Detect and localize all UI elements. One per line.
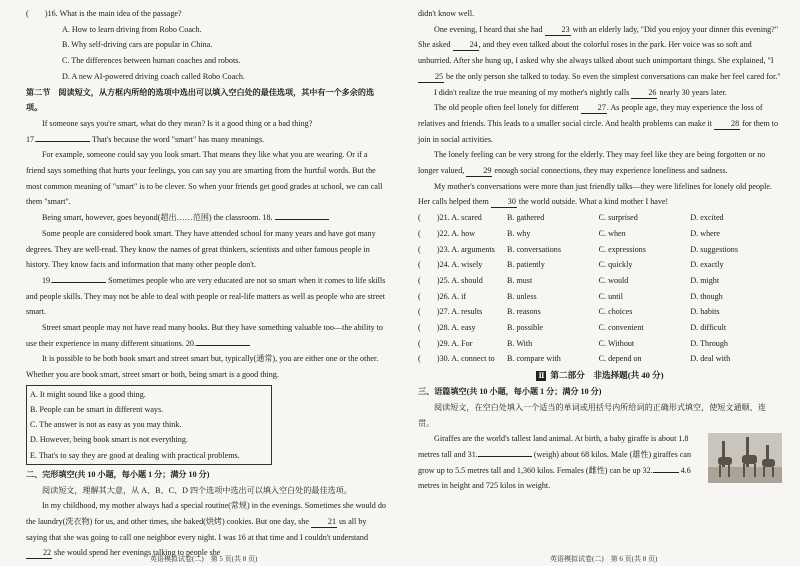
cloze-blank-29[interactable]: 29 — [466, 165, 492, 177]
cloze-paragraph: In my childhood, my mother always had a special routine(常规) in the evenings. Sometimes she would do the laundry(洗衣物) for us, and other times, she baked(烘烤) cookies. But one day, she 21 us all by saying that she was going to call one neighbor every night. I was 16 at that time and I couldn't understand 22 she would spend her evenings talking to people she — [26, 501, 386, 558]
choice-row — [418, 273, 782, 289]
cloze-blank-23[interactable]: 23 — [545, 24, 571, 36]
choice-option[interactable]: C. convenient — [598, 323, 644, 333]
choice-option[interactable]: D. where — [690, 228, 720, 238]
cloze-blank-28[interactable]: 28 — [714, 118, 740, 130]
cloze-instructions: 阅读短文，理解其大意，从 A、B、C、D 四个选项中选出可以填入空白处的最佳选项。 — [42, 485, 352, 495]
q16-option-b: B. Why self-driving cars are popular in China. — [62, 40, 213, 50]
section-3-instructions: 阅读短文，在空白处填入一个适当的单词或用括号内所给词的正确形式填空，使短文通顺、连贯。 — [418, 402, 766, 428]
choice-option[interactable]: B. With — [507, 338, 533, 348]
choice-row — [418, 289, 782, 305]
grammar-blank-31[interactable] — [478, 456, 532, 457]
choice-option[interactable]: C. Without — [598, 338, 635, 348]
cloze-blank-30[interactable]: 30 — [491, 196, 517, 208]
choice-option[interactable]: D. difficult — [690, 323, 727, 333]
options-box — [26, 385, 272, 465]
part-badge-icon: Ⅱ — [536, 371, 546, 381]
choice-option[interactable]: C. choices — [598, 307, 633, 317]
passage-paragraph: It is possible to be both book smart and street smart but, typically(通常), you are either one or the other. Whether you are book smart, street smart or both, being smart is a good thing. — [26, 354, 379, 380]
choice-option[interactable]: B. unless — [507, 291, 537, 301]
box-option-e: E. That's to say they are good at dealing with practical problems. — [30, 450, 240, 460]
box-option-a: A. It might sound like a good thing. — [30, 389, 146, 399]
choice-row — [418, 351, 782, 367]
choice-option[interactable]: D. exactly — [690, 260, 724, 270]
choice-option[interactable]: B. conversations — [507, 244, 561, 254]
choice-question: ( )30. A. connect to — [418, 354, 495, 364]
choice-option[interactable]: B. gathered — [507, 213, 545, 223]
part-2-title: 第二部分 非选择题(共 40 分) — [550, 369, 664, 380]
choice-option[interactable]: B. reasons — [507, 307, 541, 317]
choice-option[interactable]: D. Through — [690, 338, 728, 348]
passage-paragraph: Some people are considered book smart. They have attended school for many years and have got many degrees. They are well-read. They know the names of great thinkers, scientists and other famous people in history. They know facts and information that many other people don't. — [26, 228, 376, 270]
box-option-b: B. People can be smart in different ways. — [30, 405, 164, 415]
cloze-blank-21[interactable]: 21 — [311, 516, 337, 528]
choice-row — [418, 210, 782, 226]
cloze-title: 二、完形填空(共 10 小题，每小题 1 分；满分 10 分) — [26, 469, 210, 479]
passage-paragraph: 17. That's because the word "smart" has many meanings. — [26, 134, 265, 144]
choice-question: ( )22. A. how — [418, 228, 476, 238]
choice-option[interactable]: C. depend on — [598, 354, 642, 364]
cloze-choices-table — [418, 210, 782, 367]
choice-option[interactable]: C. would — [598, 275, 629, 285]
choice-option[interactable]: C. expressions — [598, 244, 646, 254]
cloze-blank-22[interactable]: 22 — [26, 547, 52, 559]
question-number: 17. — [26, 134, 37, 144]
choice-option[interactable]: C. until — [598, 291, 623, 301]
choice-row — [418, 242, 782, 258]
q16-option-c: C. The differences between human coaches and robots. — [62, 56, 241, 66]
choice-option[interactable]: D. habits — [690, 307, 720, 317]
answer-blank-18[interactable] — [275, 219, 329, 220]
choice-option[interactable]: B. must — [507, 275, 533, 285]
passage-paragraph: Being smart, however, goes beyond(超出……范围) the classroom. 18. — [26, 210, 386, 226]
choice-question: ( )28. A. easy — [418, 323, 476, 333]
choice-option[interactable]: C. quickly — [598, 260, 633, 270]
q16-option-d: D. A new AI-powered driving coach called Robo Coach. — [62, 71, 245, 81]
left-column — [26, 6, 386, 558]
cloze-paragraph: didn't know well. — [418, 9, 475, 18]
answer-blank-20[interactable] — [196, 345, 250, 346]
choice-question: ( )26. A. if — [418, 291, 467, 301]
cloze-paragraph: One evening, I heard that she had 23 with an elderly lady, "Did you enjoy your dinner this evening?" She asked 24, and they even talked about the colorful roses in the park. Her voice was so soft and unhurried. After she hung up, I asked why she always talked about such unimportant things. She explained, "I 25 be the only person she talked to today. So even the simplest conversations can make her feel cared for." — [418, 24, 781, 81]
question-16: ( )16. What is the main idea of the passage? — [26, 9, 182, 18]
choice-question: ( )21. A. scared — [418, 213, 482, 223]
section-3-title: 三、语篇填空(共 10 小题，每小题 1 分；满分 10 分) — [418, 387, 602, 397]
passage-paragraph: If someone says you're smart, what do they mean? Is it a good thing or a bad thing? — [42, 118, 313, 128]
choice-question: ( )24. A. wisely — [418, 260, 483, 270]
choice-question: ( )27. A. results — [418, 307, 483, 317]
box-option-d: D. However, being book smart is not everything. — [30, 435, 188, 445]
cloze-paragraph: The lonely feeling can be very strong for the elderly. They may feel like they are being forgotten or no longer valued, 29 enough social connections, they may experience loneliness and sadness. — [418, 150, 766, 176]
choice-option[interactable]: D. suggestions — [690, 244, 738, 254]
cloze-blank-24[interactable]: 24 — [453, 39, 479, 51]
choice-option[interactable]: C. when — [598, 228, 626, 238]
grammar-blank-32[interactable] — [653, 472, 679, 473]
giraffe-image — [708, 433, 782, 483]
choice-option[interactable]: D. might — [690, 275, 720, 285]
passage-paragraph: For example, someone could say you look smart. That means they like what you are wearing. Or if a friend says something that hurts your feelings, you can say you are smarting from the hurtful words. But the most common meaning of "smart" is to be clever. So when your friends get good grades at school, we can call them "smart". — [26, 150, 383, 207]
cloze-paragraph: My mother's conversations were more than just friendly talks—they were lifelines for lonely old people. Her calls helped them 30 the world outside. What a kind mother I have! — [418, 181, 772, 207]
passage-paragraph: Street smart people may not have read many books. But they have something valuable too—the ability to use their experience in many different situations. 20. — [26, 323, 383, 348]
choice-row — [418, 304, 782, 320]
right-column — [418, 6, 782, 548]
choice-option[interactable]: C. surprised — [598, 213, 638, 223]
choice-option[interactable]: D. excited — [690, 213, 724, 223]
choice-option[interactable]: B. compare with — [507, 354, 561, 364]
cloze-paragraph: The old people often feel lonely for different 27. As people age, they may experience the loss of relatives and friends. This leads to a smaller social circle. And health problems can make it 28 for them to join in social activities. — [418, 103, 779, 144]
choice-option[interactable]: D. deal with — [690, 354, 731, 364]
page-footer-right: 英语模拟试卷(二) 第 6 页(共 8 页) — [550, 555, 658, 563]
part-2-banner — [418, 367, 782, 384]
choice-row — [418, 257, 782, 273]
cloze-blank-25[interactable]: 25 — [418, 71, 444, 83]
choice-option[interactable]: B. why — [507, 228, 531, 238]
choice-question: ( )23. A. arguments — [418, 244, 495, 254]
choice-row — [418, 226, 782, 242]
answer-blank-19[interactable] — [52, 282, 106, 283]
choice-option[interactable]: B. possible — [507, 323, 543, 333]
cloze-blank-26[interactable]: 26 — [631, 87, 657, 99]
choice-row — [418, 336, 782, 352]
section-2-title: 第二节 阅读短文，从方框内所给的选项中选出可以填入空白处的最佳选项，其中有一个多余的选项。 — [26, 87, 375, 113]
cloze-paragraph: I didn't realize the true meaning of my mother's nightly calls 26 nearly 30 years later. — [434, 87, 727, 97]
choice-option[interactable]: D. though — [690, 291, 723, 301]
choice-option[interactable]: B. patiently — [507, 260, 545, 270]
cloze-blank-27[interactable]: 27 — [581, 102, 607, 114]
passage-paragraph: 19. Sometimes people who are very educated are not so smart when it comes to life skills and people skills. They may not be able to deal with people or real-life matters as well as people who are street smart. — [26, 275, 386, 317]
answer-blank-17[interactable] — [36, 141, 90, 142]
choice-question: ( )29. A. For — [418, 338, 473, 348]
box-option-c: C. The answer is not as easy as you may think. — [30, 420, 182, 430]
choice-row — [418, 320, 782, 336]
grammar-paragraph: Giraffes are the world's tallest land animal. At birth, a baby giraffe is about 1.8 metres tall and 31. (weigh) about 68 kilos. Male (雄性) giraffes can grow up to 5.5 metres tall and 1,360 kilos. Females (雌性) can be up 32. 4.6 metres in height and 725 kilos in weight. — [418, 434, 692, 491]
page-footer-left: 英语模拟试卷(二) 第 5 页(共 8 页) — [150, 555, 258, 563]
choice-question: ( )25. A. should — [418, 275, 483, 285]
q16-option-a: A. How to learn driving from Robo Coach. — [62, 24, 202, 34]
